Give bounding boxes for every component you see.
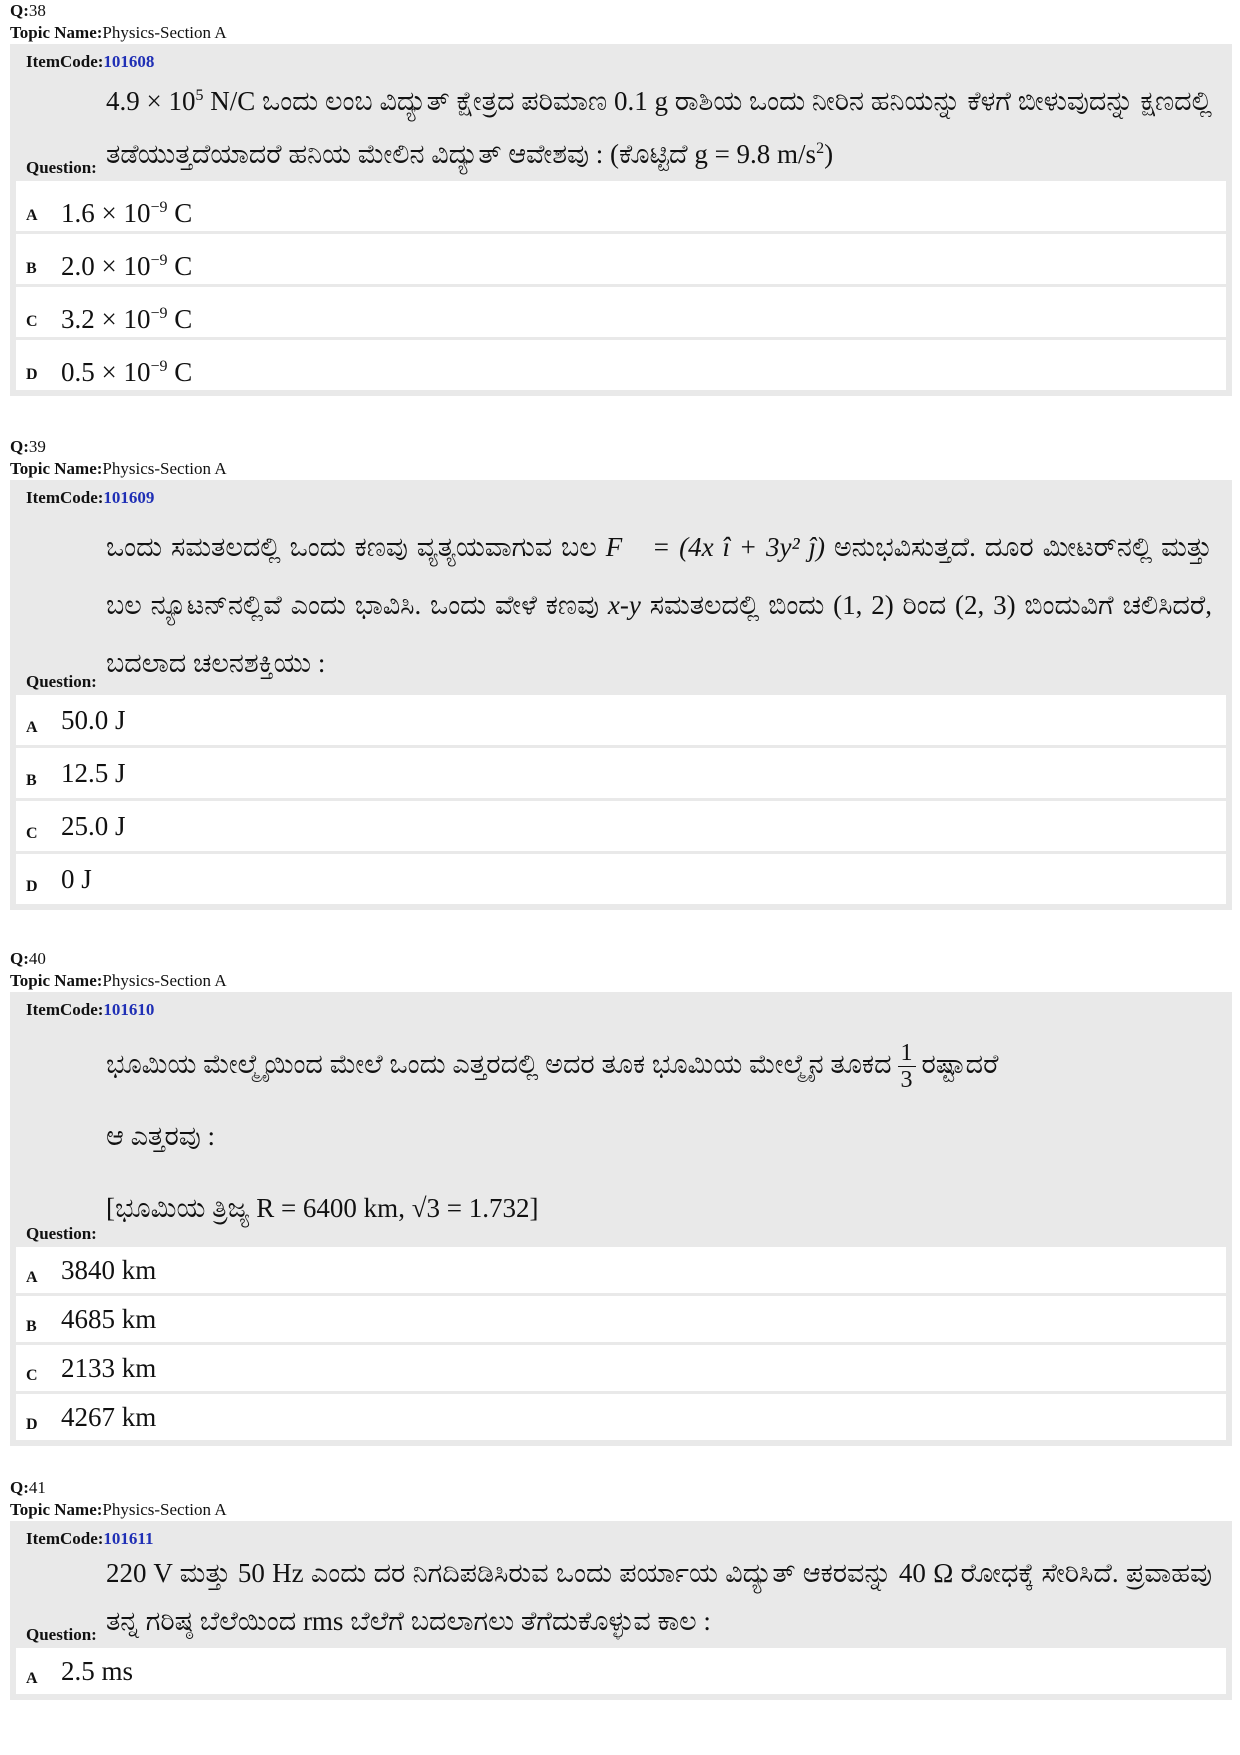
question-label: Question: bbox=[26, 672, 97, 691]
question-41 bbox=[10, 1477, 1232, 1700]
option-d[interactable] bbox=[16, 851, 1226, 904]
item-code: ItemCode:101609 bbox=[26, 488, 155, 507]
topic-line: Topic Name:Physics-Section A bbox=[10, 23, 227, 42]
option-b[interactable] bbox=[16, 1293, 1226, 1342]
option-a[interactable] bbox=[16, 1244, 1226, 1293]
question-number-line: Q:41 bbox=[10, 1478, 46, 1497]
topic-line: Topic Name:Physics-Section A bbox=[10, 971, 227, 990]
option-letter: D bbox=[26, 366, 38, 383]
option-value: $2.0 \times 10^{-9}$ C bbox=[61, 251, 193, 281]
question-38 bbox=[10, 0, 1232, 396]
option-value: 3840 km bbox=[61, 1255, 157, 1285]
option-value: 0 J bbox=[61, 864, 92, 894]
question-box bbox=[10, 992, 1232, 1446]
option-a[interactable] bbox=[16, 178, 1226, 231]
option-d[interactable] bbox=[16, 1391, 1226, 1440]
option-a[interactable] bbox=[16, 692, 1226, 745]
topic-line: Topic Name:Physics-Section A bbox=[10, 1500, 227, 1519]
question-39 bbox=[10, 436, 1232, 910]
option-b[interactable] bbox=[16, 231, 1226, 284]
option-c[interactable] bbox=[16, 1342, 1226, 1391]
question-row bbox=[16, 1549, 1226, 1645]
option-value: 25.0 J bbox=[61, 811, 126, 841]
option-d[interactable] bbox=[16, 337, 1226, 390]
option-letter: D bbox=[26, 1416, 38, 1433]
question-row bbox=[16, 508, 1226, 692]
option-value: 50.0 J bbox=[61, 705, 126, 735]
question-box bbox=[10, 1521, 1232, 1700]
option-value: $1.6 \times 10^{-9}$ C bbox=[61, 198, 193, 228]
force-formula: F⃗ = (4x î + 3y² ĵ) bbox=[605, 532, 825, 562]
option-letter: A bbox=[26, 207, 38, 224]
option-a[interactable] bbox=[16, 1645, 1226, 1694]
option-b[interactable] bbox=[16, 745, 1226, 798]
topic-line: Topic Name:Physics-Section A bbox=[10, 459, 227, 478]
option-letter: A bbox=[26, 1269, 38, 1286]
question-text: ಭೂಮಿಯ ಮೇಲ್ಮೈಯಿಂದ ಮೇಲೆ ಒಂದು ಎತ್ತರದಲ್ಲಿ ಅದರ ತೂಕ ಭೂಮಿಯ ಮೇಲ್ಮೈನ ತೂಕದ $\frac{1}{3}$ ರಷ್ಟಾದರೆ ಆ ಎತ್ತರವು : [ಭೂಮಿಯ ತ್ರಿಜ್ಯ R = 6400 km, √3 = 1.732] bbox=[106, 1040, 999, 1223]
option-letter: A bbox=[26, 1670, 38, 1687]
option-letter: B bbox=[26, 772, 37, 789]
question-row bbox=[16, 72, 1226, 178]
question-box bbox=[10, 480, 1232, 910]
option-letter: D bbox=[26, 878, 38, 895]
option-value: 2133 km bbox=[61, 1353, 157, 1383]
option-letter: C bbox=[26, 1367, 38, 1384]
question-40 bbox=[10, 948, 1232, 1446]
question-label: Question: bbox=[26, 1224, 97, 1243]
question-number-line: Q:39 bbox=[10, 437, 46, 456]
option-letter: A bbox=[26, 719, 38, 736]
option-letter: B bbox=[26, 1318, 37, 1335]
question-row bbox=[16, 1020, 1226, 1244]
question-text: ಒಂದು ಸಮತಲದಲ್ಲಿ ಒಂದು ಕಣವು ವ್ಯತ್ಯಯವಾಗುವ ಬಲ F⃗ = (4x î + 3y² ĵ) ಅನುಭವಿಸುತ್ತದೆ. ದೂರ ಮೀಟರ್‌ನಲ್ಲಿ ಮತ್ತು ಬಲ ನ್ಯೂಟನ್‌ನಲ್ಲಿವೆ ಎಂದು ಭಾವಿಸಿ. ಒಂದು ವೇಳೆ ಕಣವು x-y ಸಮತಲದಲ್ಲಿ ಬಿಂದು (1, 2) ರಿಂದ (2, 3) ಬಿಂದುವಿಗೆ ಚಲಿಸಿದರೆ, ಬದಲಾದ ಚಲನಶಕ್ತಿಯು : bbox=[106, 532, 1212, 678]
item-code: ItemCode:101611 bbox=[26, 1529, 154, 1548]
fraction: $\frac{1}{3}$ bbox=[898, 1040, 916, 1093]
option-value: 4685 km bbox=[61, 1304, 157, 1334]
item-code: ItemCode:101610 bbox=[26, 1000, 155, 1019]
question-label: Question: bbox=[26, 158, 97, 177]
question-number-line: Q:40 bbox=[10, 949, 46, 968]
option-value: $0.5 \times 10^{-9}$ C bbox=[61, 357, 193, 387]
option-letter: C bbox=[26, 313, 38, 330]
question-number-line: Q:38 bbox=[10, 1, 46, 20]
option-c[interactable] bbox=[16, 798, 1226, 851]
item-code: ItemCode:101608 bbox=[26, 52, 155, 71]
question-box bbox=[10, 44, 1232, 396]
option-letter: B bbox=[26, 260, 37, 277]
question-label: Question: bbox=[26, 1625, 97, 1644]
option-value: 4267 km bbox=[61, 1402, 157, 1432]
option-value: $3.2 \times 10^{-9}$ C bbox=[61, 304, 193, 334]
question-text: $4.9 \times 10^5$ N/C ಒಂದು ಲಂಬ ವಿದ್ಯುತ್ ಕ್ಷೇತ್ರದ ಪರಿಮಾಣ 0.1 g ರಾಶಿಯ ಒಂದು ನೀರಿನ ಹನಿಯನ್ನು ಕೆಳಗೆ ಬೀಳುವುದನ್ನು ಕ್ಷಣದಲ್ಲಿ ತಡೆಯುತ್ತದೆಯಾದರೆ ಹನಿಯ ಮೇಲಿನ ವಿದ್ಯುತ್ ಆವೇಶವು : (ಕೊಟ್ಟಿದೆ g = 9.8 $m/s^2$) bbox=[106, 86, 1212, 169]
option-value: 12.5 J bbox=[61, 758, 126, 788]
option-c[interactable] bbox=[16, 284, 1226, 337]
question-text: 220 V ಮತ್ತು 50 Hz ಎಂದು ದರ ನಿಗದಿಪಡಿಸಿರುವ ಒಂದು ಪರ್ಯಾಯ ವಿದ್ಯುತ್ ಆಕರವನ್ನು 40 Ω ರೋಧಕ್ಕೆ ಸೇರಿಸಿದೆ. ಪ್ರವಾಹವು ತನ್ನ ಗರಿಷ್ಠ ಬೆಲೆಯಿಂದ rms ಬೆಲೆಗೆ ಬದಲಾಗಲು ತೆಗೆದುಕೊಳ್ಳುವ ಕಾಲ : bbox=[106, 1558, 1212, 1636]
option-value: 2.5 ms bbox=[61, 1656, 134, 1686]
option-letter: C bbox=[26, 825, 38, 842]
